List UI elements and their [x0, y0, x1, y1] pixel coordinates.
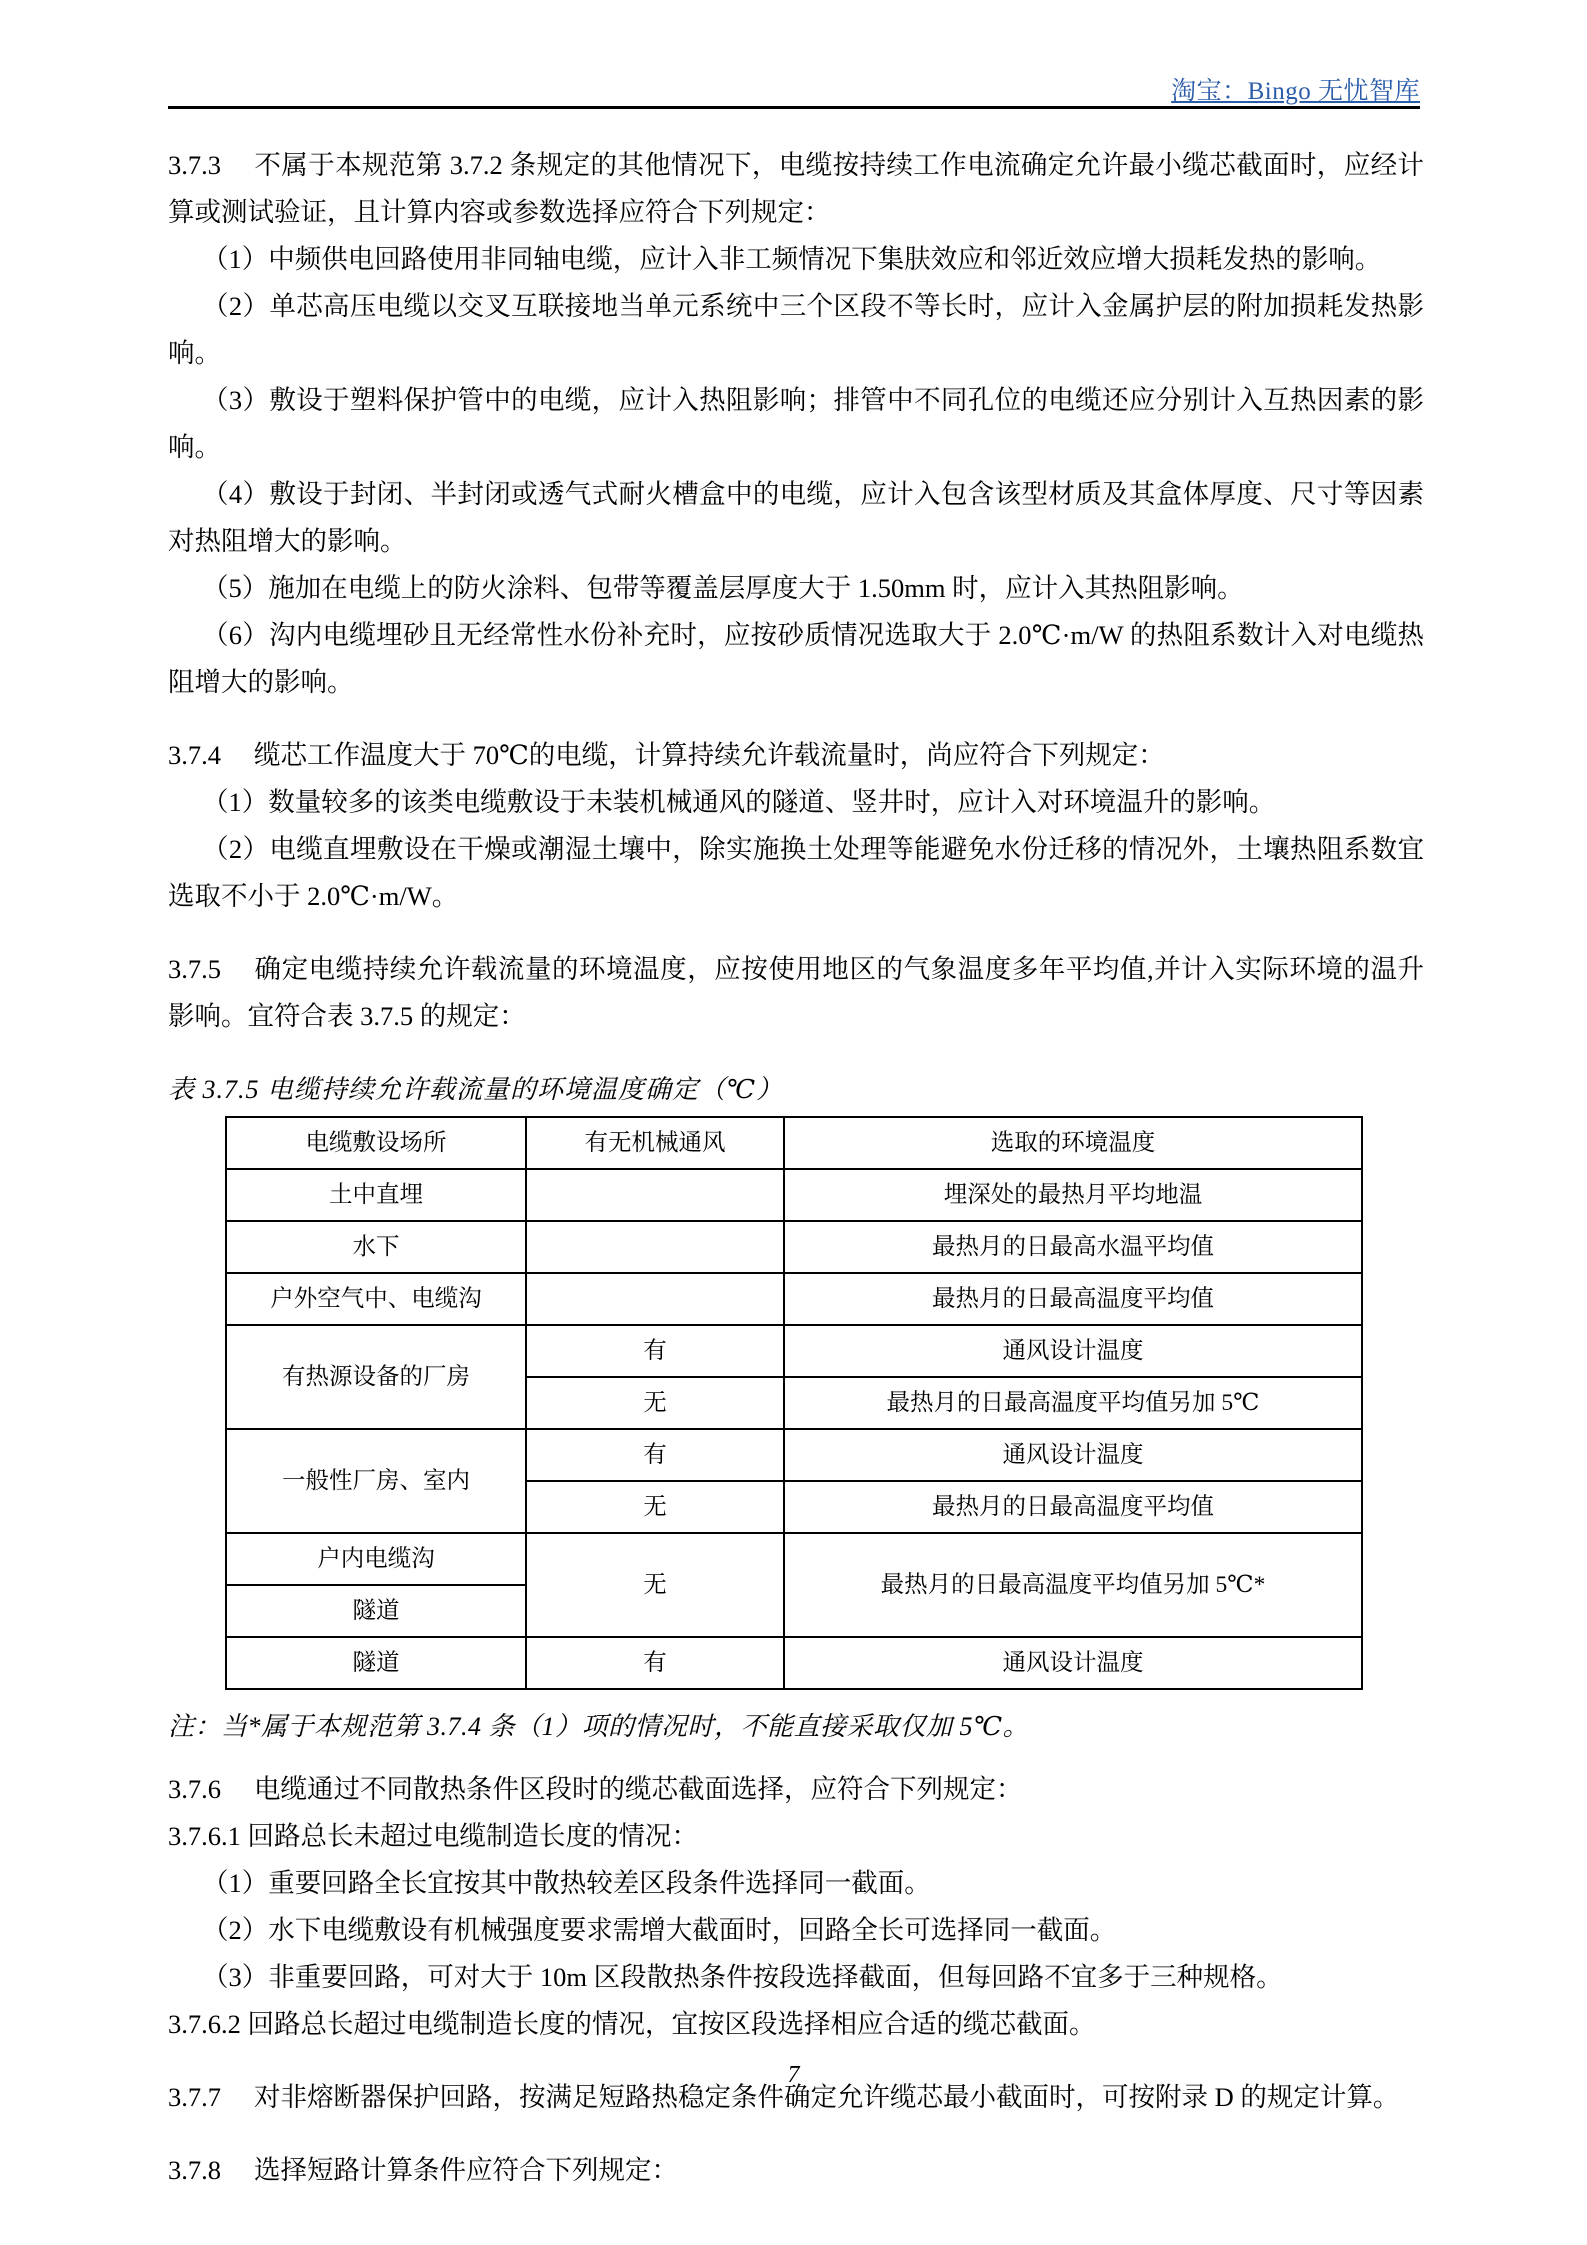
cell-ventilation: 有: [526, 1429, 784, 1481]
page-header: [0, 0, 1587, 120]
cell-temperature: 通风设计温度: [784, 1325, 1362, 1377]
cell-temperature: 最热月的日最高温度平均值另加 5℃*: [784, 1533, 1362, 1637]
environment-temperature-table: [225, 1116, 1363, 1690]
page-content: [168, 128, 1424, 2194]
cell-place: 户外空气中、电缆沟: [226, 1273, 526, 1325]
cell-ventilation: 无: [526, 1533, 784, 1637]
clause-number: 3.7.3: [168, 150, 221, 180]
clause-3-7-6: [168, 1766, 1424, 1813]
clause-number: 3.7.6: [168, 1774, 221, 1804]
cell-ventilation: [526, 1273, 784, 1325]
clause-number: 3.7.6.2: [168, 2009, 241, 2039]
cell-temperature: 最热月的日最高温度平均值: [784, 1481, 1362, 1533]
header-divider: [168, 106, 1420, 109]
clause-3-7-3: [168, 142, 1424, 236]
table-caption: 表 3.7.5 电缆持续允许载流量的环境温度确定（℃）: [168, 1075, 784, 1104]
clause-text: 缆芯工作温度大于 70℃的电缆，计算持续允许载流量时，尚应符合下列规定：: [254, 740, 1165, 770]
table-row: [226, 1221, 1362, 1273]
clause-3-7-4-item-2: （2）电缆直埋敷设在干燥或潮湿土壤中，除实施换土处理等能避免水份迁移的情况外，土壤热阻系数宜选取不小于 2.0℃·m/W。: [168, 834, 1424, 911]
cell-place: 水下: [226, 1221, 526, 1273]
table-header-cell-ventilation: 有无机械通风: [526, 1117, 784, 1169]
clause-text: 不属于本规范第 3.7.2 条规定的其他情况下，电缆按持续工作电流确定允许最小缆芯截面时，应经计算或测试验证，且计算内容或参数选择应符合下列规定：: [168, 150, 1424, 227]
clause-number: 3.7.6.1: [168, 1821, 241, 1851]
table-header-cell-place: 电缆敷设场所: [226, 1117, 526, 1169]
cell-place: 隧道: [226, 1637, 526, 1689]
cell-temperature: 通风设计温度: [784, 1429, 1362, 1481]
clause-number: 3.7.5: [168, 954, 221, 984]
cell-ventilation: 无: [526, 1481, 784, 1533]
clause-3-7-6-1-item-1: （1）重要回路全长宜按其中散热较差区段条件选择同一截面。: [202, 1868, 931, 1898]
cell-place: 隧道: [226, 1585, 526, 1637]
table-note: 注：当*属于本规范第 3.7.4 条（1）项的情况时，不能直接采取仅加 5℃。: [168, 1712, 1030, 1741]
clause-number: 3.7.7: [168, 2082, 221, 2112]
cell-place: 户内电缆沟: [226, 1533, 526, 1585]
table-row: [226, 1429, 1362, 1481]
clause-3-7-3-item-1: （1）中频供电回路使用非同轴电缆，应计入非工频情况下集肤效应和邻近效应增大损耗发热的影响。: [202, 244, 1382, 274]
cell-temperature: 通风设计温度: [784, 1637, 1362, 1689]
clause-3-7-6-1-item-3: （3）非重要回路，可对大于 10m 区段散热条件按段选择截面，但每回路不宜多于三种规格。: [202, 1962, 1283, 1992]
clause-3-7-3-item-3: （3）敷设于塑料保护管中的电缆，应计入热阻影响；排管中不同孔位的电缆还应分别计入互热因素的影响。: [168, 385, 1424, 462]
cell-temperature: 最热月的日最高水温平均值: [784, 1221, 1362, 1273]
cell-place: 土中直埋: [226, 1169, 526, 1221]
clause-3-7-3-item-4: （4）敷设于封闭、半封闭或透气式耐火槽盒中的电缆，应计入包含该型材质及其盒体厚度、尺寸等因素对热阻增大的影响。: [168, 479, 1424, 556]
table-row: [226, 1273, 1362, 1325]
cell-ventilation: 有: [526, 1325, 784, 1377]
clause-3-7-3-item-5: （5）施加在电缆上的防火涂料、包带等覆盖层厚度大于 1.50mm 时，应计入其热阻影响。: [202, 573, 1244, 603]
table-row: [226, 1637, 1362, 1689]
page-number: 7: [787, 2062, 800, 2088]
cell-ventilation: [526, 1169, 784, 1221]
cell-temperature: 最热月的日最高温度平均值另加 5℃: [784, 1377, 1362, 1429]
clause-3-7-3-item-2: （2）单芯高压电缆以交叉互联接地当单元系统中三个区段不等长时，应计入金属护层的附加损耗发热影响。: [168, 291, 1424, 368]
cell-ventilation: 有: [526, 1637, 784, 1689]
cell-temperature: 埋深处的最热月平均地温: [784, 1169, 1362, 1221]
cell-temperature: 最热月的日最高温度平均值: [784, 1273, 1362, 1325]
clause-text: 电缆通过不同散热条件区段时的缆芯截面选择，应符合下列规定：: [254, 1774, 1023, 1804]
watermark-link[interactable]: 淘宝：Bingo 无忧智库: [1171, 78, 1420, 105]
clause-number: 3.7.8: [168, 2155, 221, 2185]
clause-text: 对非熔断器保护回路，按满足短路热稳定条件确定允许缆芯最小截面时，可按附录 D 的规定计算。: [254, 2082, 1400, 2112]
table-header-row: [226, 1117, 1362, 1169]
clause-number: 3.7.4: [168, 740, 221, 770]
cell-place: 一般性厂房、室内: [226, 1429, 526, 1533]
cell-place: 有热源设备的厂房: [226, 1325, 526, 1429]
clause-3-7-6-1: [168, 1813, 1424, 1860]
clause-text: 回路总长超过电缆制造长度的情况，宜按区段选择相应合适的缆芯截面。: [247, 2009, 1096, 2039]
clause-3-7-6-2: [168, 2001, 1424, 2048]
clause-3-7-5: [168, 946, 1424, 1040]
clause-3-7-4: [168, 732, 1424, 779]
clause-3-7-4-item-1: （1）数量较多的该类电缆敷设于未装机械通风的隧道、竖井时，应计入对环境温升的影响。: [202, 787, 1276, 817]
table-header-cell-temperature: 选取的环境温度: [784, 1117, 1362, 1169]
clause-text: 选择短路计算条件应符合下列规定：: [254, 2155, 678, 2185]
clause-text: 确定电缆持续允许载流量的环境温度，应按使用地区的气象温度多年平均值,并计入实际环境的温升影响。宜符合表 3.7.5 的规定：: [168, 954, 1424, 1031]
clause-3-7-3-item-6: （6）沟内电缆埋砂且无经常性水份补充时，应按砂质情况选取大于 2.0℃·m/W 的热阻系数计入对电缆热阻增大的影响。: [168, 620, 1424, 697]
table-row: [226, 1325, 1362, 1377]
clause-3-7-8: [168, 2147, 1424, 2194]
table-wrapper: [225, 1116, 1361, 1690]
table-row: [226, 1169, 1362, 1221]
cell-ventilation: 无: [526, 1377, 784, 1429]
clause-text: 回路总长未超过电缆制造长度的情况：: [247, 1821, 698, 1851]
cell-ventilation: [526, 1221, 784, 1273]
clause-3-7-6-1-item-2: （2）水下电缆敷设有机械强度要求需增大截面时，回路全长可选择同一截面。: [202, 1915, 1117, 1945]
table-row: [226, 1533, 1362, 1585]
